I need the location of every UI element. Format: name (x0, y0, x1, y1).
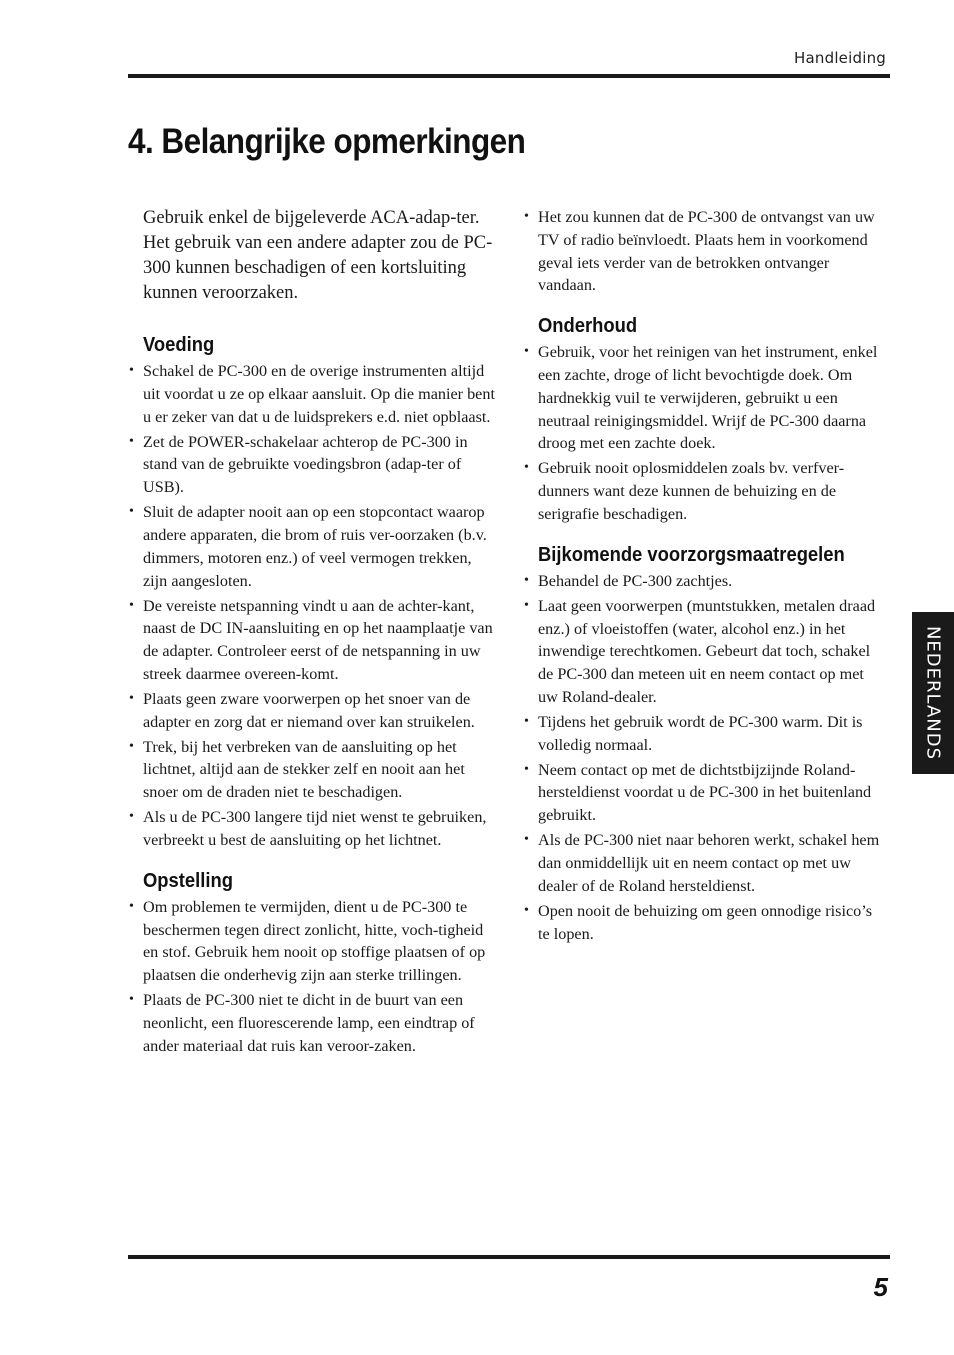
list-item: • Tijdens het gebruik wordt de PC-300 warm. Dit is volledig normaal. (538, 711, 886, 757)
list-item: • Gebruik, voor het reinigen van het instrument, enkel een zachte, droge of licht bevochtigde doek. Om hardnekkig vuil te verwijderen, gebruikt u een neutraal reinigingsmiddel. Wrijf de PC-300 daarna droog met een zachte doek. (538, 341, 886, 455)
section-heading-opstelling: Opstelling (143, 869, 233, 892)
language-tab-label: NEDERLANDS (922, 625, 944, 761)
list-item: • Trek, bij het verbreken van de aansluiting op het lichtnet, altijd aan de stekker zelf en nooit aan het snoer om de draden niet te beschadigen. (143, 736, 495, 804)
list-item: • Zet de POWER-schakelaar achterop de PC-300 in stand van de gebruikte voedingsbron (adap-ter of USB). (143, 431, 495, 499)
right-column (538, 206, 886, 963)
list-item: • Gebruik nooit oplosmiddelen zoals bv. verfver-dunners want deze kunnen de behuizing en de serigrafie beschadigen. (538, 457, 886, 525)
voeding-list (143, 360, 495, 852)
list-item: • Neem contact op met de dichtstbijzijnde Roland-hersteldienst voordat u de PC-300 in het buitenland gebruikt. (538, 759, 886, 827)
chapter-title: 4. Belangrijke opmerkingen (128, 122, 526, 161)
section-heading-onderhoud: Onderhoud (538, 315, 638, 338)
top-rule (128, 74, 890, 78)
language-tab (912, 612, 954, 774)
list-item: • Laat geen voorwerpen (muntstukken, metalen draad enz.) of vloeistoffen (water, alcohol enz.) in het inwendige terechtkomen. Gebeurt dat toch, schakel de PC-300 dan meteen uit en neem contact op met uw Roland-dealer. (538, 595, 886, 709)
section-heading-voeding: Voeding (143, 334, 215, 356)
bijkomende-list (538, 570, 886, 946)
list-item: • Schakel de PC-300 en de overige instrumenten altijd uit voordat u ze op elkaar aansluit. Op die manier bent u er zeker van dat u de luidsprekers e.d. niet opblaast. (143, 360, 495, 428)
opstelling-list (143, 896, 495, 1058)
list-item: • Plaats geen zware voorwerpen op het snoer van de adapter en zorg dat er niemand over kan struikelen. (143, 688, 495, 734)
running-header: Handleiding (794, 49, 886, 67)
section-heading-bijkomende: Bijkomende voorzorgsmaatregelen (538, 543, 845, 566)
list-item: • Om problemen te vermijden, dient u de PC-300 te beschermen tegen direct zonlicht, hitte, voch-tigheid en stof. Gebruik hem nooit op stoffige plaatsen of op plaatsen die onderhevig zijn aan sterke trillingen. (143, 896, 495, 987)
page-number: 5 (873, 1272, 888, 1302)
bottom-rule (128, 1255, 890, 1259)
intro-paragraph: Gebruik enkel de bijgeleverde ACA-adap-ter. Het gebruik van een andere adapter zou de PC-300 kunnen beschadigen of een kortsluiting kunnen veroorzaken. (143, 208, 493, 303)
opstelling-list-continued (538, 206, 886, 297)
list-item: • Sluit de adapter nooit aan op een stopcontact waarop andere apparaten, die brom of ruis ver-oorzaken (b.v. dimmers, motoren enz.) of veel vermogen trekken, zijn aangesloten. (143, 501, 495, 592)
list-item: • Als de PC-300 niet naar behoren werkt, schakel hem dan onmiddellijk uit en neem contact op met uw dealer of de Roland hersteldienst. (538, 829, 886, 897)
left-column (143, 206, 495, 1076)
list-item: • Behandel de PC-300 zachtjes. (538, 570, 886, 593)
list-item: • Het zou kunnen dat de PC-300 de ontvangst van uw TV of radio beïnvloedt. Plaats hem in voorkomend geval iets verder van de betrokken ontvanger vandaan. (538, 206, 886, 297)
list-item: • Plaats de PC-300 niet te dicht in de buurt van een neonlicht, een fluorescerende lamp, een eindtrap of ander materiaal dat ruis kan veroor-zaken. (143, 989, 495, 1057)
list-item: • Als u de PC-300 langere tijd niet wenst te gebruiken, verbreekt u best de aansluiting op het lichtnet. (143, 806, 495, 852)
list-item: • De vereiste netspanning vindt u aan de achter-kant, naast de DC IN-aansluiting en op het naamplaatje van de adapter. Controleer eerst of de netspanning in uw streek daarmee overeen-komt. (143, 595, 495, 686)
onderhoud-list (538, 341, 886, 526)
list-item: • Open nooit de behuizing om geen onnodige risico’s te lopen. (538, 900, 886, 946)
